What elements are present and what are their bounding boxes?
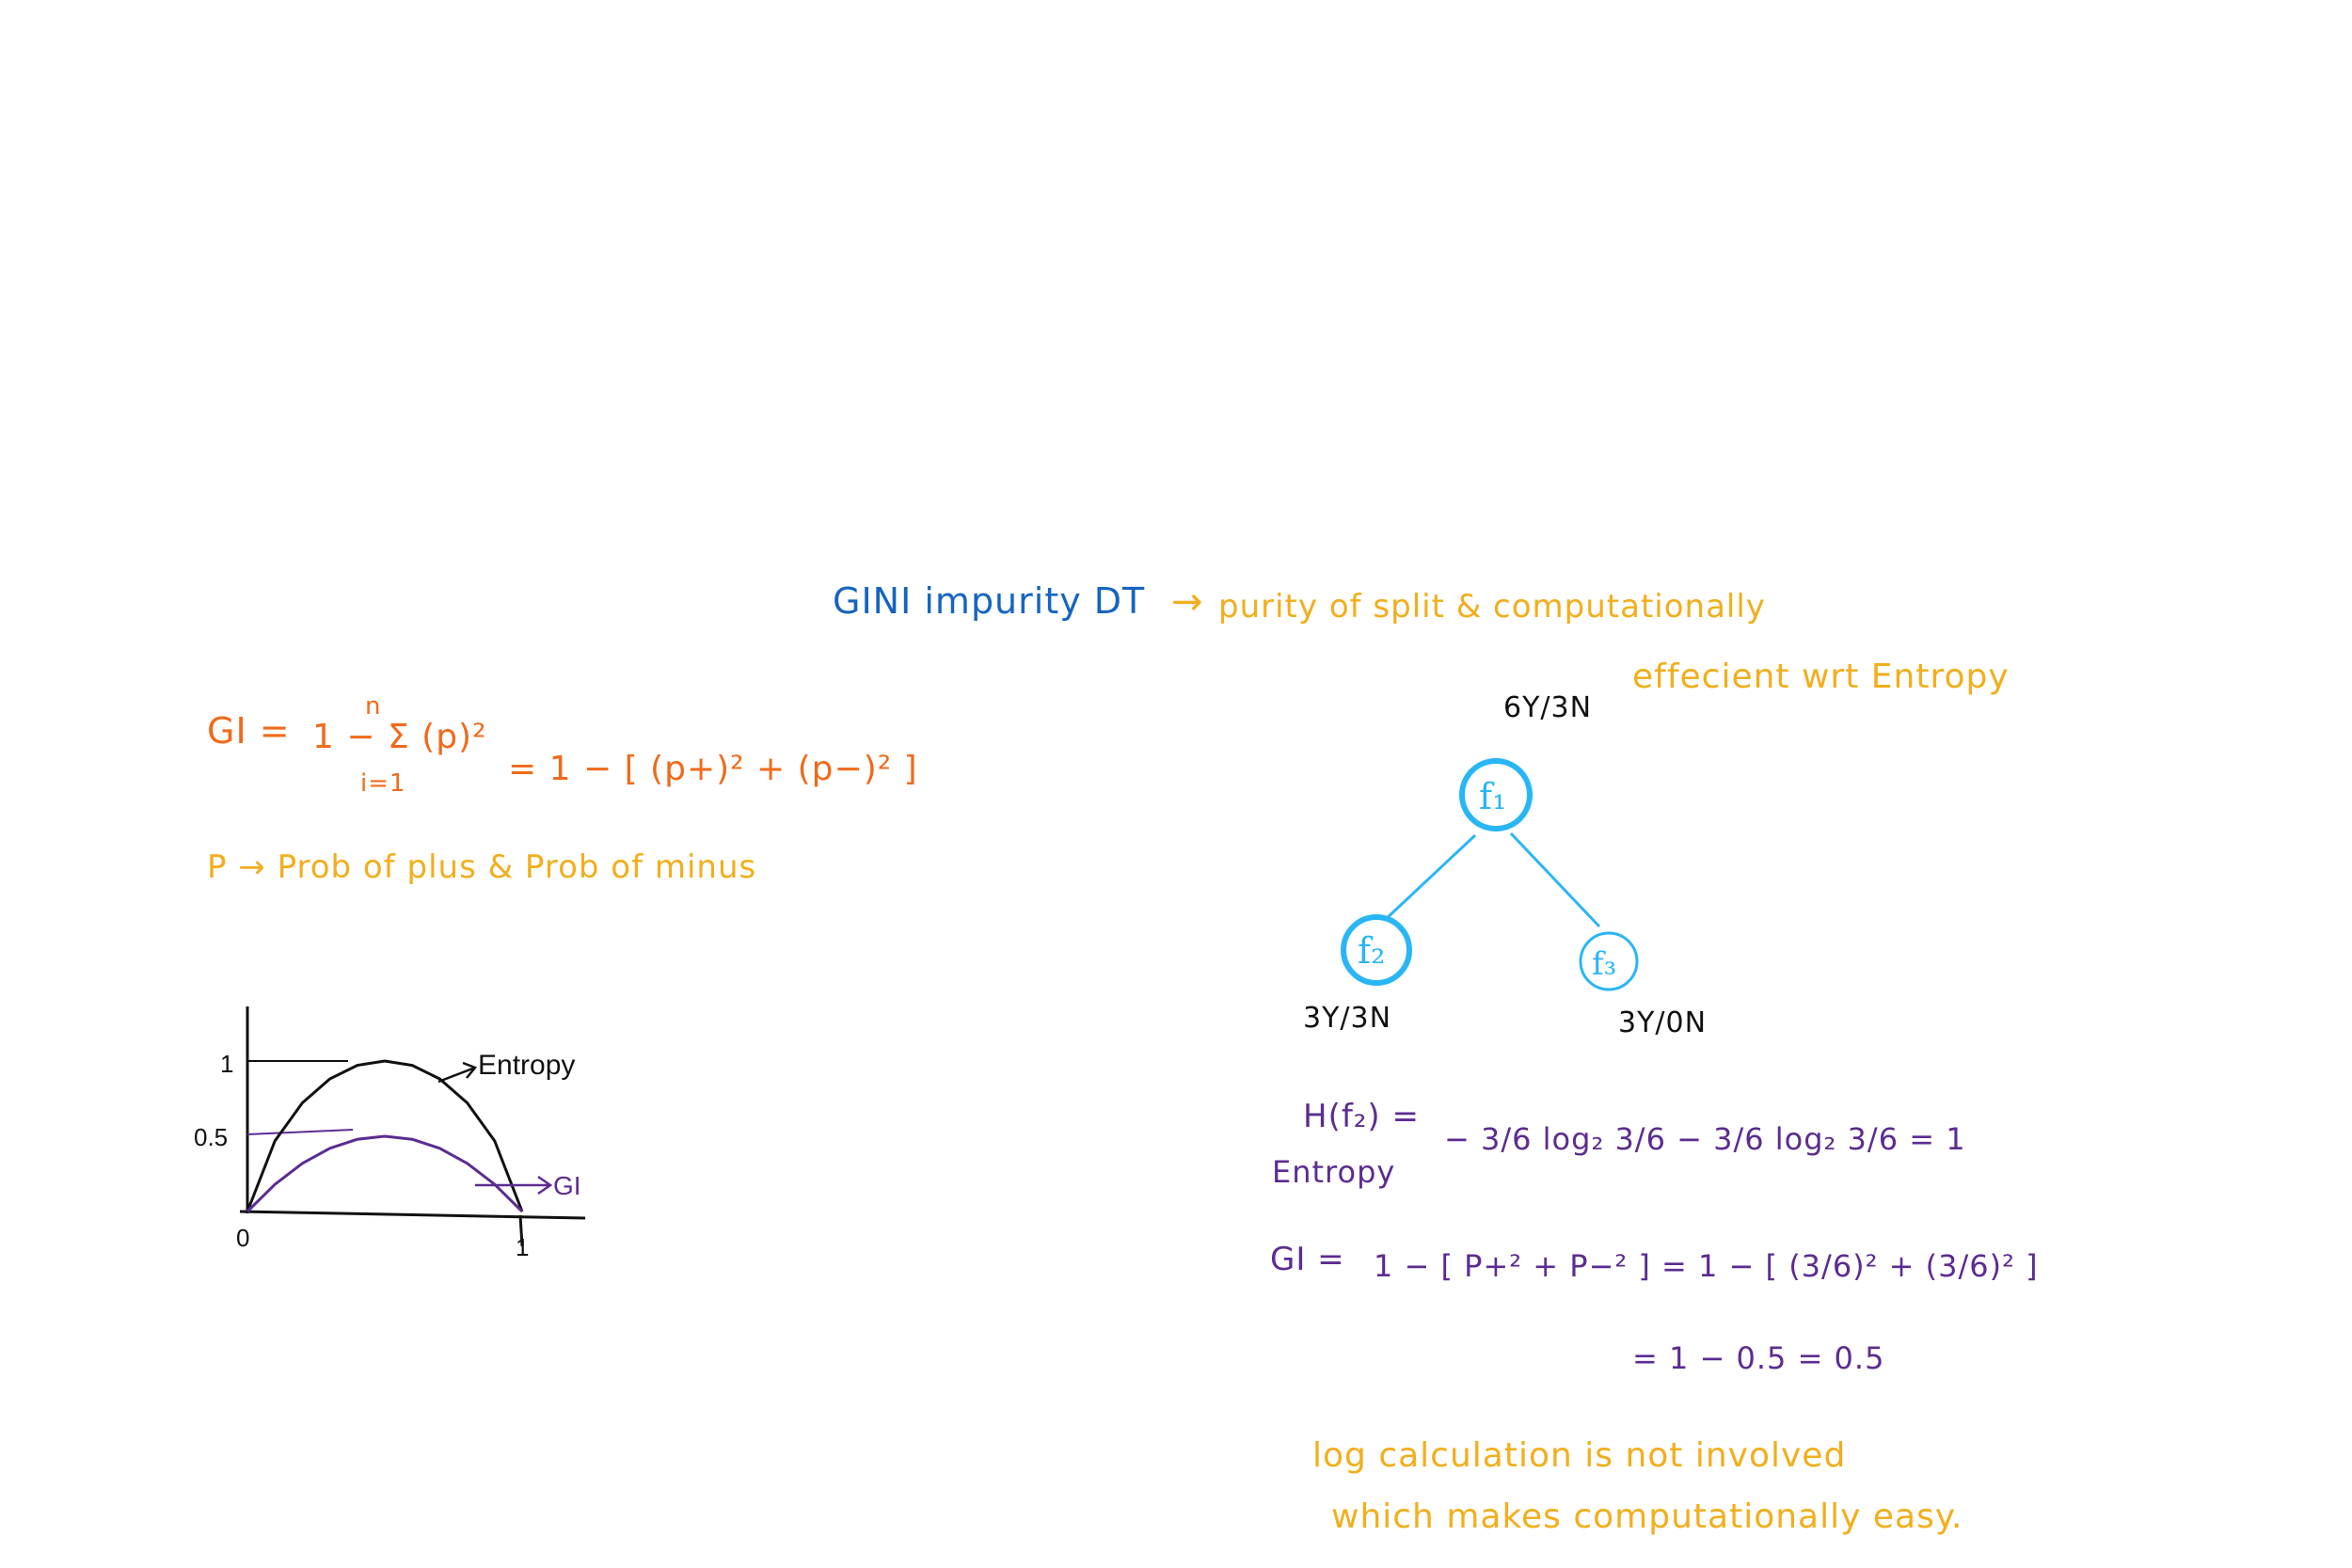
gi-label: GI (553, 1171, 581, 1200)
y-tick-1: 1 (220, 1050, 234, 1078)
gi-formula-lhs: GI = (207, 710, 291, 752)
entropy-calc-rhs: − 3/6 log₂ 3/6 − 3/6 log₂ 3/6 = 1 (1444, 1121, 1966, 1157)
prob-note: P → Prob of plus & Prob of minus (207, 848, 757, 886)
gi-formula-sum: 1 − Σ (p)² (312, 718, 487, 756)
conclusion-line2: which makes computationally easy. (1331, 1497, 1963, 1536)
entropy-calc-name: Entropy (1272, 1154, 1396, 1190)
gi-formula-rhs: = 1 − [ (p+)² + (p−)² ] (508, 750, 918, 788)
gi-curve (247, 1136, 522, 1212)
node-left-label: f₂ (1358, 930, 1386, 972)
root-count: 6Y/3N (1503, 691, 1593, 724)
title-arrow: → (1171, 580, 1204, 624)
y-tick-05: 0.5 (194, 1123, 229, 1151)
gi-calc-lhs: GI = (1270, 1241, 1345, 1278)
node-right-label: f₃ (1592, 945, 1617, 983)
edge-root-left (1385, 835, 1475, 920)
gi-calc-rhs: 1 − [ P+² + P−² ] = 1 − [ (3/6)² + (3/6)² ] (1374, 1248, 2039, 1284)
x-tick-1: 1 (516, 1233, 530, 1261)
title-line2: effecient wrt Entropy (1632, 657, 2010, 696)
x-tick-0: 0 (236, 1224, 250, 1252)
entropy-calc-lhs: H(f₂) = (1303, 1098, 1420, 1135)
y05-guide (247, 1130, 353, 1134)
gi-calc-result: = 1 − 0.5 = 0.5 (1632, 1340, 1885, 1376)
x-axis (240, 1212, 585, 1218)
left-count: 3Y/3N (1303, 1002, 1392, 1035)
entropy-label-arrow (438, 1063, 475, 1082)
title-line1: purity of split & computationally (1218, 588, 1766, 626)
conclusion-line1: log calculation is not involved (1312, 1436, 1847, 1475)
right-count: 3Y/0N (1618, 1006, 1708, 1039)
edge-root-right (1511, 833, 1599, 927)
node-root-label: f₁ (1479, 776, 1507, 817)
title-heading: GINI impurity DT (833, 580, 1146, 622)
entropy-label: Entropy (478, 1050, 576, 1081)
sum-bottom: i=1 (360, 769, 406, 798)
sum-top: n (365, 692, 382, 721)
